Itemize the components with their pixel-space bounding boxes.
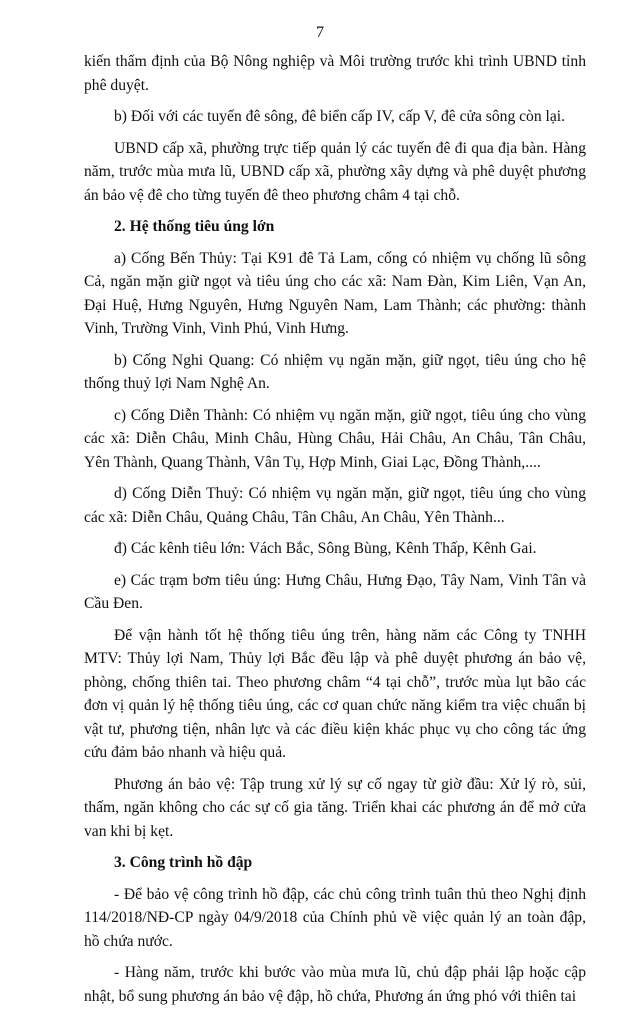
paragraph: UBND cấp xã, phường trực tiếp quản lý các tuyến đê đi qua địa bàn. Hàng năm, trước mùa mưa lũ, UBND cấp xã, phường xây dựng và phê duyệt phương án bảo vệ đê cho từng tuyến đê theo phương châm 4 tại chỗ.: [84, 139, 586, 204]
paragraph: - Để bảo vệ công trình hồ đập, các chủ công trình tuân thủ theo Nghị định 114/2018/NĐ-CP ngày 04/9/2018 của Chính phủ về việc quản lý an toàn đập, hồ chứa nước.: [84, 885, 586, 950]
paragraph: đ) Các kênh tiêu lớn: Vách Bắc, Sông Bùng, Kênh Thấp, Kênh Gai.: [114, 540, 537, 557]
page-number: 7: [316, 24, 324, 41]
paragraph: - Hàng năm, trước khi bước vào mùa mưa lũ, chủ đập phải lập hoặc cập nhật, bổ sung phương án bảo vệ đập, hồ chứa, Phương án ứng phó với thiên tai: [84, 964, 586, 1005]
paragraph: c) Cống Diễn Thành: Có nhiệm vụ ngăn mặn, giữ ngọt, tiêu úng cho vùng các xã: Diễn Châu, Minh Châu, Hùng Châu, Hải Châu, An Châu, Tân Châu, Yên Thành, Quang Thành, Vân Tụ, Hợp Minh, Giai Lạc, Đồng Thành,....: [84, 406, 586, 471]
paragraph: Phương án bảo vệ: Tập trung xử lý sự cố ngay từ giờ đầu: Xử lý rò, sủi, thấm, ngăn không cho các sự cố gia tăng. Triển khai các phương án để mở cửa van khi bị kẹt.: [84, 775, 586, 840]
paragraph: d) Cống Diễn Thuỷ: Có nhiệm vụ ngăn mặn, giữ ngọt, tiêu úng cho vùng các xã: Diễn Châu, Quảng Châu, Tân Châu, An Châu, Yên Thành...: [84, 485, 586, 526]
paragraph: e) Các trạm bơm tiêu úng: Hưng Châu, Hưng Đạo, Tây Nam, Vinh Tân và Cầu Đen.: [84, 571, 586, 612]
section-heading: 3. Công trình hồ đập: [114, 854, 253, 871]
paragraph: b) Cống Nghi Quang: Có nhiệm vụ ngăn mặn, giữ ngọt, tiêu úng cho hệ thống thuỷ lợi Nam Nghệ An.: [84, 351, 586, 392]
document-body: [84, 50, 586, 1016]
paragraph: kiến thẩm định của Bộ Nông nghiệp và Môi trường trước khi trình UBND tỉnh phê duyệt.: [84, 53, 586, 94]
paragraph: a) Cống Bến Thủy: Tại K91 đê Tả Lam, cống có nhiệm vụ chống lũ sông Cả, ngăn mặn giữ ngọt và tiêu úng cho các xã: Nam Đàn, Kim Liên, Vạn An, Đại Huệ, Hưng Nguyên, Hưng Nguyên Nam, Lam Thành; các phường: thành Vinh, Trường Vinh, Vinh Phú, Vinh Hưng.: [84, 249, 586, 337]
paragraph: Để vận hành tốt hệ thống tiêu úng trên, hàng năm các Công ty TNHH MTV: Thủy lợi Nam, Thủy lợi Bắc đều lập và phê duyệt phương án bảo vệ, phòng, chống thiên tai. Theo phương châm “4 tại chỗ”, trước mùa lụt bão các đơn vị quản lý hệ thống tiêu úng, các cơ quan chức năng kiểm tra việc chuẩn bị vật tư, phương tiện, nhân lực và các điều kiện khác phục vụ cho công tác ứng cứu đảm bảo nhanh và hiệu quả.: [84, 626, 586, 761]
paragraph: b) Đối với các tuyến đê sông, đê biển cấp IV, cấp V, đê cửa sông còn lại.: [114, 108, 566, 125]
section-heading: 2. Hệ thống tiêu úng lớn: [114, 218, 275, 235]
